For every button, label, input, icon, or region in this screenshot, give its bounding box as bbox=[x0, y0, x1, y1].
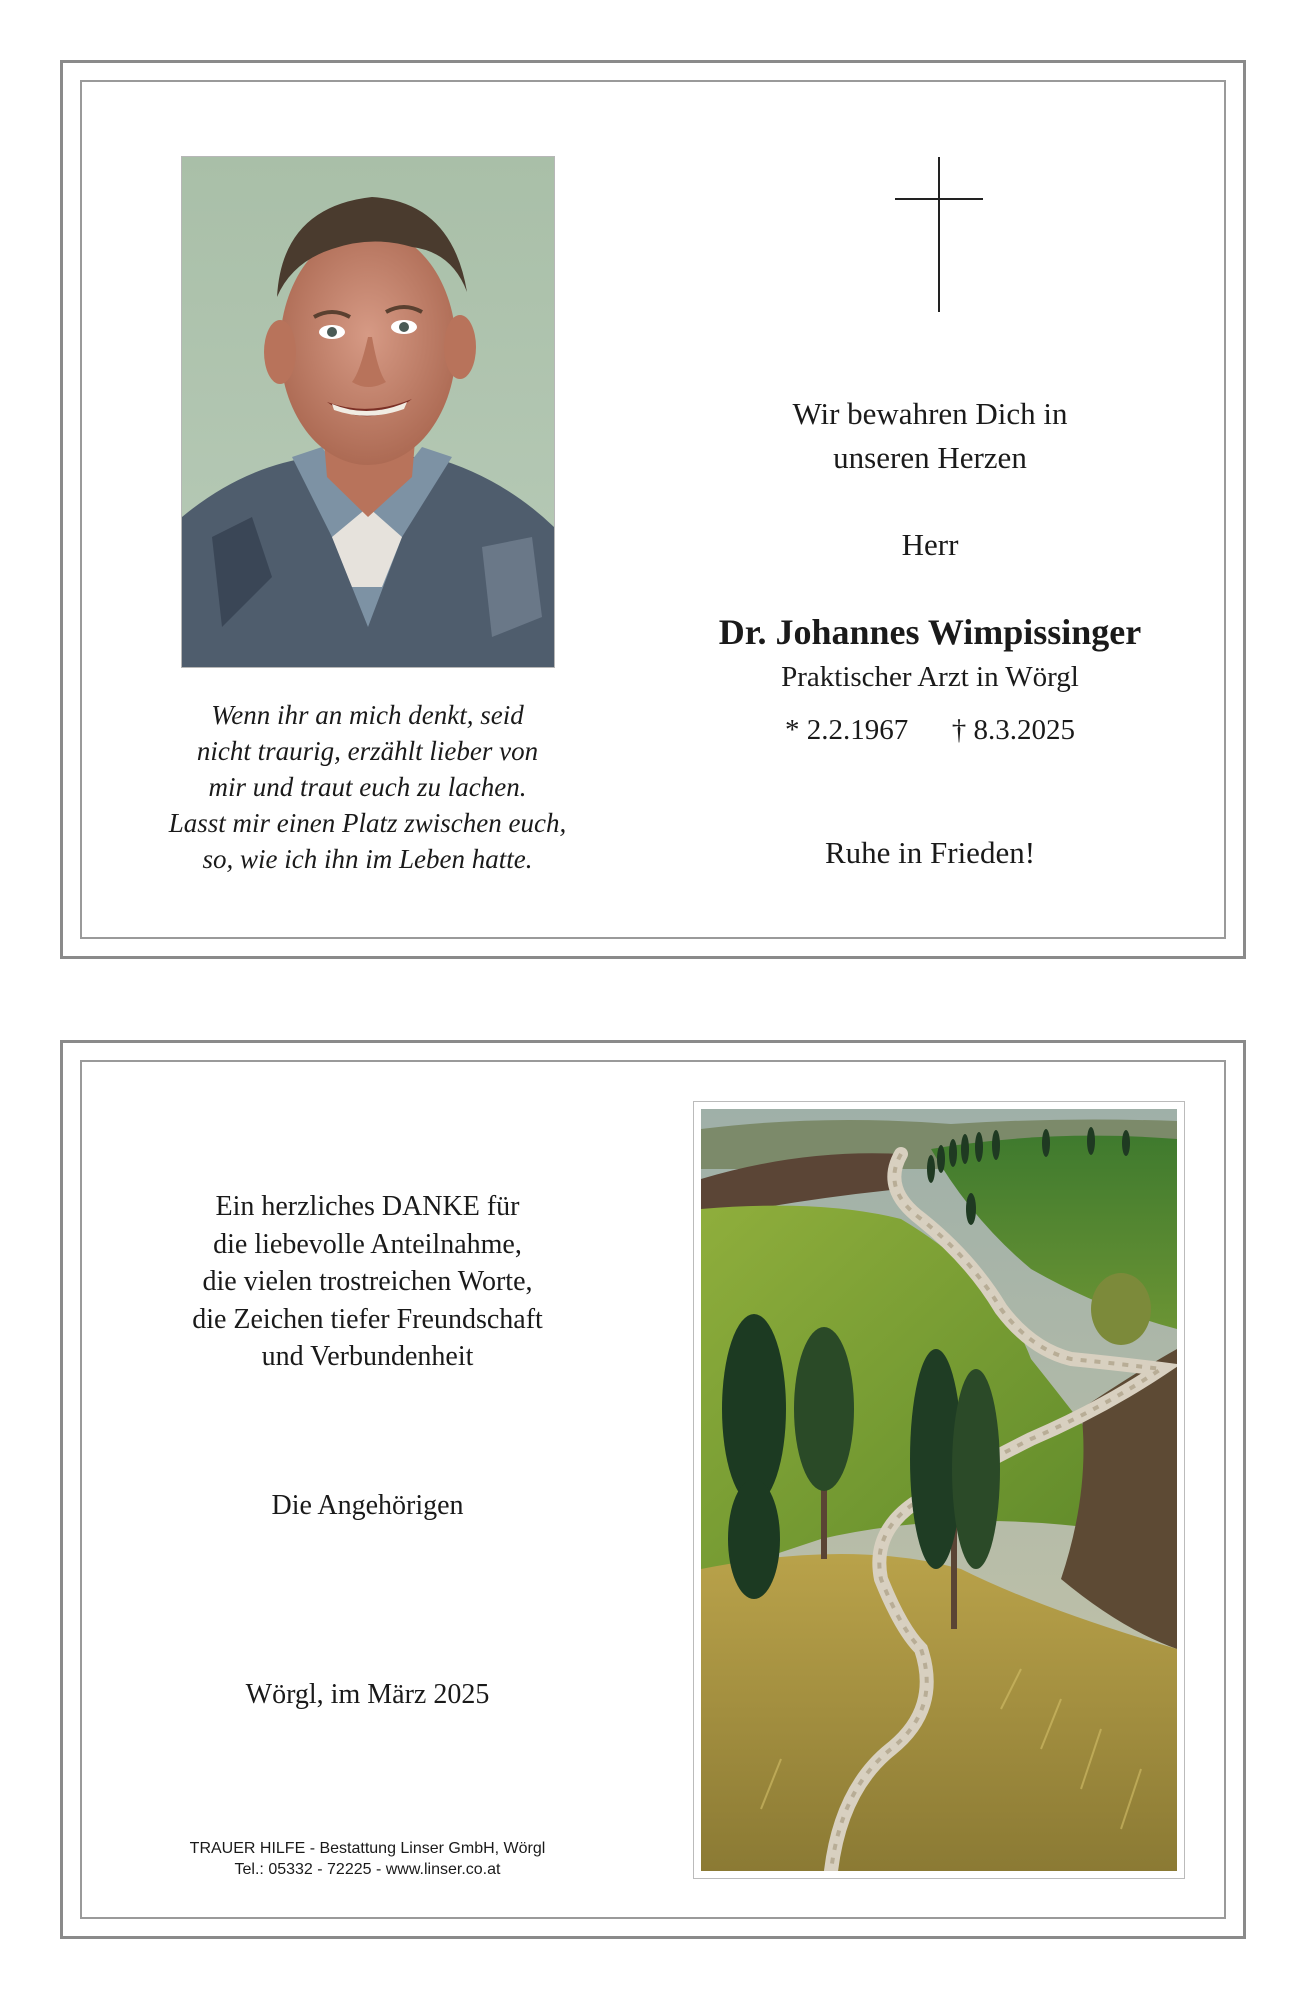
motto bbox=[700, 392, 1160, 480]
thanks-text bbox=[130, 1188, 605, 1376]
motto-line: unseren Herzen bbox=[833, 440, 1027, 475]
death-date: † 8.3.2025 bbox=[951, 714, 1075, 746]
place-and-date: Wörgl, im März 2025 bbox=[245, 1679, 490, 1710]
thanks-line: und Verbundenheit bbox=[261, 1341, 474, 1372]
motto-line: Wir bewahren Dich in bbox=[792, 396, 1068, 431]
cross-icon bbox=[895, 157, 983, 312]
quote-line: Lasst mir einen Platz zwischen euch, bbox=[168, 808, 567, 838]
undertaker-name: TRAUER HILFE - Bestattung Linser GmbH, Wörgl bbox=[189, 1840, 546, 1857]
undertaker-info bbox=[130, 1838, 605, 1880]
thanks-line: Ein herzliches DANKE für bbox=[215, 1191, 520, 1222]
quote-line: Wenn ihr an mich denkt, seid bbox=[211, 700, 524, 730]
birth-date: * 2.2.1967 bbox=[785, 714, 909, 746]
tuscan-landscape-photo bbox=[701, 1109, 1177, 1871]
life-dates bbox=[680, 710, 1180, 750]
quote-line: mir und traut euch zu lachen. bbox=[208, 772, 527, 802]
memorial-quote bbox=[130, 697, 605, 877]
deceased-name: Dr. Johannes Wimpissinger bbox=[718, 612, 1142, 652]
quote-line: so, wie ich ihn im Leben hatte. bbox=[202, 844, 533, 874]
profession: Praktischer Arzt in Wörgl bbox=[781, 661, 1079, 693]
thanks-line: die vielen trostreichen Worte, bbox=[202, 1266, 533, 1297]
quote-line: nicht traurig, erzählt lieber von bbox=[196, 736, 539, 766]
relatives-signature: Die Angehörigen bbox=[271, 1490, 464, 1521]
honorific: Herr bbox=[901, 527, 959, 562]
thanks-line: die liebevolle Anteilnahme, bbox=[213, 1228, 522, 1260]
farewell: Ruhe in Frieden! bbox=[824, 835, 1036, 870]
portrait-photo bbox=[181, 156, 555, 668]
undertaker-contact: Tel.: 05332 - 72225 - www.linser.co.at bbox=[234, 1861, 501, 1878]
thanks-line: die Zeichen tiefer Freundschaft bbox=[192, 1303, 543, 1335]
